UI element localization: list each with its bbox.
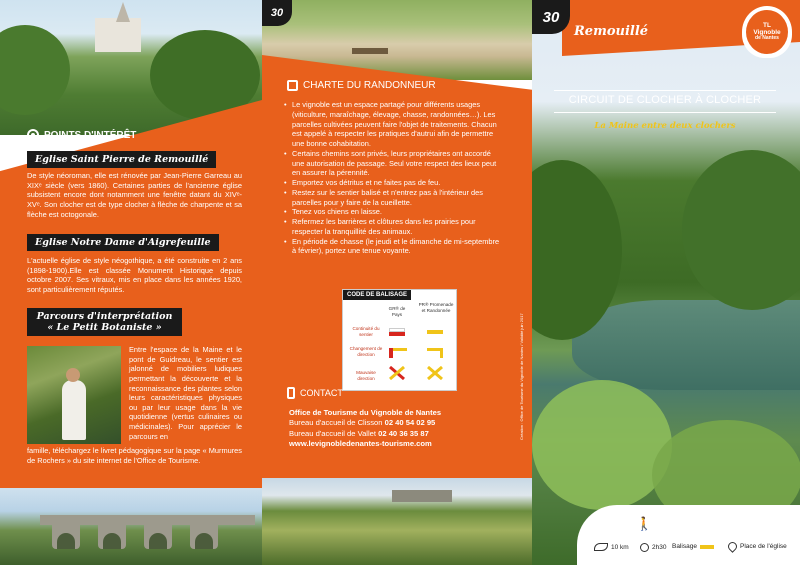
spire-shape <box>116 2 130 22</box>
distance-value: 10 km <box>611 543 629 551</box>
balisage-yellow-mark <box>700 545 714 549</box>
eglise2-title: Eglise Notre Dame d'Aigrefeuille <box>27 234 219 251</box>
logo-line1: TL <box>763 22 771 30</box>
bridge-arch <box>190 525 218 549</box>
charte-item: • Tenez vos chiens en laisse. <box>284 207 504 217</box>
duration-value: 2h30 <box>652 544 667 551</box>
middle-panel <box>262 0 532 565</box>
route-icon <box>594 543 608 551</box>
pin-icon <box>726 540 739 553</box>
balisage-label: Balisage <box>672 543 697 550</box>
contact-clisson-label: Bureau d'accueil de Clisson <box>289 418 383 428</box>
eglise1-title: Eglise Saint Pierre de Remouillé <box>27 151 216 168</box>
title-rule-top <box>554 90 776 91</box>
duration-stat <box>640 543 666 552</box>
right-panel <box>532 0 800 565</box>
balisage-row1: Continuité du sentier <box>352 326 380 337</box>
charte-list <box>284 100 504 256</box>
logo-line3: de Nantes <box>755 35 779 42</box>
contact-clisson-row <box>289 418 441 428</box>
distance-stat <box>594 543 629 551</box>
pr-cross-icon <box>427 366 443 380</box>
balisage-stat <box>672 543 714 550</box>
picnic-table-shape <box>352 48 388 54</box>
balisage-row2: Changement de direction <box>349 346 383 357</box>
page-number-badge: 30 <box>532 0 570 34</box>
village-shape <box>392 490 452 502</box>
person-shape <box>62 380 86 440</box>
points-title: POINTS D'INTÉRÊT <box>44 129 137 141</box>
charte-heading <box>287 80 436 91</box>
parcours-text-side: Entre l'espace de la Maine et le pont de Guidreau, le sentier est jalonné de mobiliers ludiques permettant la découverte et la reconnaissance des plantes selon leurs caractéristiques physiques ou par leur usage dans la vie quotidienne (vertus culinaires ou médicinales). Pour apprécier le parcours en <box>129 345 242 441</box>
circuit-subtitle: La Maine entre deux clochers <box>594 121 736 131</box>
parcours-text-bottom: famille, téléchargez le livret pédagogique sur la page « Murmures de Rochers » du site internet de l'Office de Tourisme. <box>27 446 242 465</box>
contact-heading <box>287 387 343 399</box>
charte-item: • Restez sur le sentier balisé et n'entrez pas à l'intérieur des parcelles pour y faire de la cueillette. <box>284 188 504 208</box>
hikers-icon: 🚶 <box>636 516 653 531</box>
page-badge: 30 <box>262 0 292 26</box>
balisage-col2: PR® Promenade et Randonnée <box>418 302 454 313</box>
charte-item: • Certains chemins sont privés, leurs propriétaires ont accordé une autorisation de passage. Seul votre respect des lieux peut en assurer la pérennité. <box>284 149 504 178</box>
balisage-row3: Mauvaise direction <box>356 370 376 381</box>
bridge-deck <box>40 515 255 525</box>
logo-mark <box>746 10 788 54</box>
start-value: Place de l'église <box>740 543 787 550</box>
title-rule-bottom <box>554 112 776 113</box>
fern-shape <box>532 380 672 510</box>
lake-shape <box>572 300 800 390</box>
contact-web-link[interactable]: www.levignobledenantes-tourisme.com <box>289 439 432 449</box>
charte-item: • En période de chasse (le jeudi et le dimanche de mi-septembre à février), portez une tenue voyante. <box>284 237 504 257</box>
gr-turn-yellow <box>393 348 407 351</box>
balisage-table <box>342 289 457 391</box>
gr-cross-icon <box>389 366 405 380</box>
church-shape <box>95 18 141 52</box>
start-stat <box>728 542 787 551</box>
bridge-arch <box>144 525 172 549</box>
bridge-photo <box>0 488 262 565</box>
town-name: Remouillé <box>574 24 649 39</box>
balisage-col1: GR® de Pays <box>388 306 406 317</box>
phone-icon <box>287 387 295 399</box>
circuit-title: CIRCUIT DE CLOCHER À CLOCHER <box>568 94 762 106</box>
clock-icon <box>640 543 649 552</box>
contact-vallet-label: Bureau d'accueil de Vallet <box>289 428 377 438</box>
left-panel <box>0 0 262 565</box>
info-footer <box>577 505 800 565</box>
vertical-credit: Création : Office de Tourisme du Vignoble de Nantes / Validité juin 2017 <box>519 313 524 440</box>
points-heading <box>27 129 136 141</box>
charte-title: CHARTE DU RANDONNEUR <box>303 80 436 91</box>
person-head-shape <box>66 368 80 382</box>
contact-block <box>289 408 441 450</box>
balisage-title: CODE DE BALISAGE <box>343 290 411 300</box>
vignoble-logo <box>742 6 792 58</box>
parcours-title-line1: Parcours d'interprétation <box>36 311 173 322</box>
contact-clisson-phone[interactable]: 02 40 54 02 95 <box>384 418 436 428</box>
charte-item: • Emportez vos détritus et ne faites pas de feu. <box>284 178 504 188</box>
gr-mark-red <box>389 332 405 336</box>
eglise2-text: L'actuelle église de style néogothique, a été construite en 2 ans (1898-1900).Elle est classée Monument Historique depuis octobre 2007. Ses vitraux, mis en place dans les années 1920, sont particulièrement réputés. <box>27 256 242 294</box>
bridge-arch <box>98 525 126 549</box>
parcours-title <box>27 308 182 336</box>
logo-line2: Vignoble <box>753 29 781 37</box>
pr-mark-yellow <box>427 330 443 334</box>
bridge-arch <box>52 525 80 549</box>
contact-vallet-phone[interactable]: 02 40 36 35 87 <box>378 428 429 438</box>
contact-title: CONTACT <box>300 388 343 398</box>
parcours-title-line2: « Le Petit Botaniste » <box>47 322 162 333</box>
charte-item: • Le vignoble est un espace partagé pour différents usages (viticulture, maraîchage, élevage, chasse, randonnées…). Les parcelles cultivées peuvent faire l'objet de traitements. Chacun est appelé à respecter les pratiques d'autrui afin de permettre une bonne cohabitation. <box>284 100 504 149</box>
eglise1-text: De style néoroman, elle est rénovée par Jean-Pierre Garreau au XIXᵉ siècle (vers 1860). Certaines parties de l'ancienne église subsistent encore dont notamment une fenêtre datant du XIVᵉ-XVᵉ. Son clocher est de type clocher à flèche de charpente et sa flèche est octogonale. <box>27 171 242 219</box>
list-icon <box>287 80 298 91</box>
contact-org: Office de Tourisme du Vignoble de Nantes <box>289 408 442 417</box>
eye-icon <box>27 129 39 141</box>
pr-turn-v <box>440 348 443 358</box>
charte-item: • Refermez les barrières et clôtures dans les prairies pour respecter la tranquillité des animaux. <box>284 217 504 237</box>
contact-vallet-row <box>289 429 441 439</box>
